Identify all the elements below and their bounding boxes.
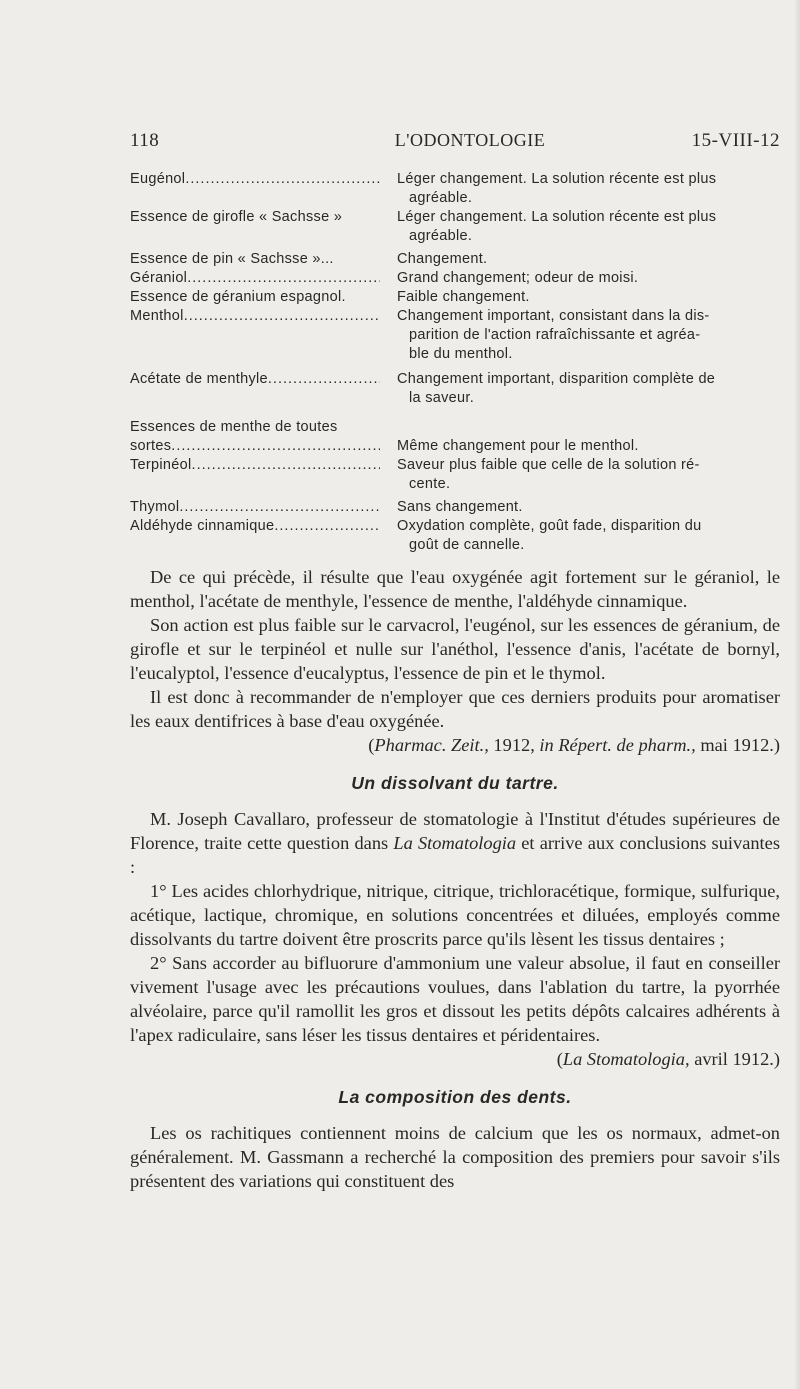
journal-title: La Stomatologia	[393, 833, 517, 853]
substance-name: Essences de menthe de toutes	[130, 419, 338, 435]
result-line: Même changement pour le menthol.	[397, 438, 639, 454]
result-line: Saveur plus faible que celle de la solution ré-	[397, 457, 700, 473]
paragraph: Les os rachitiques contiennent moins de calcium que les os normaux, admet-on généralement. M. Gassmann a recherché la composition des premiers pour savoir s'ils présentent des variations qui constituent des	[130, 1123, 780, 1191]
result-line: goût de cannelle.	[409, 537, 525, 553]
citation: (La Stomatologia, avril 1912.)	[556, 1049, 780, 1069]
table-row	[130, 250, 785, 269]
page-edge-shadow	[794, 0, 800, 1389]
citation: (Pharmac. Zeit., 1912, in Répert. de pharm., mai 1912.)	[368, 735, 780, 755]
paragraph: Son action est plus faible sur le carvacrol, l'eugénol, sur les essences de géranium, de girofle et sur le terpinéol et nulle sur l'anéthol, l'essence d'anis, l'acétate de bornyl, l'eucalyptol, l'essence d'eucalyptus, l'essence de pin et le thymol.	[130, 615, 780, 683]
result-line: ble du menthol.	[409, 346, 513, 362]
paragraph: Il est donc à recommander de n'employer que ces derniers produits pour aromatiser les eaux dentifrices à base d'eau oxygénée.	[130, 687, 780, 731]
results-table	[130, 170, 785, 555]
citation-in: in	[539, 735, 554, 755]
substance-name: Menthol	[130, 308, 184, 324]
result-line: Changement important, disparition complète de	[397, 371, 716, 387]
result-line: Léger changement. La solution récente est plus	[397, 171, 717, 187]
substance-name: Terpinéol	[130, 457, 192, 473]
substance-name: Géraniol	[130, 270, 188, 286]
result-line: agréable.	[409, 190, 473, 206]
paragraph: De ce qui précède, il résulte que l'eau oxygénée agit fortement sur le géraniol, le menthol, l'acétate de menthyle, l'essence de menthe, l'aldéhyde cinnamique.	[130, 567, 780, 611]
paragraph-text: et arrive aux conclusions suivantes :	[130, 833, 780, 877]
citation-date: avril 1912.	[689, 1049, 774, 1069]
result-line: cente.	[409, 476, 451, 492]
result-line: Changement important, consistant dans la dis-	[397, 308, 710, 324]
issue-date: 15-VIII-12	[691, 130, 780, 151]
paragraph: 1° Les acides chlorhydrique, nitrique, citrique, trichloracétique, formique, sulfurique, acétique, lactique, chromique, en solutions concentrées et diluées, employés comme dissolvants du tartre doivent être proscrits parce qu'ils lèsent les tissus dentaires ;	[130, 881, 780, 949]
result-line: Léger changement. La solution récente est plus	[397, 209, 717, 225]
result-line: Oxydation complète, goût fade, disparition du	[397, 518, 702, 534]
substance-name: Eugénol	[130, 171, 186, 187]
result-line: Sans changement.	[397, 499, 523, 515]
substance-name: Essence de girofle « Sachsse »	[130, 209, 343, 225]
substance-name: sortes	[130, 438, 172, 454]
result-line: Faible changement.	[397, 289, 530, 305]
table-row	[130, 307, 785, 364]
section-heading: Un dissolvant du tartre.	[351, 773, 559, 793]
table-row	[130, 370, 785, 408]
paragraph	[130, 807, 780, 879]
article-body	[130, 565, 780, 1193]
substance-name: Aldéhyde cinnamique	[130, 518, 275, 534]
citation-source: Pharmac. Zeit.,	[374, 735, 489, 755]
page-number: 118	[130, 130, 160, 151]
citation-journal: Répert. de pharm.,	[553, 735, 696, 755]
table-row	[130, 288, 785, 307]
result-line: Grand changement; odeur de moisi.	[397, 270, 639, 286]
citation-source: La Stomatologia,	[562, 1049, 690, 1069]
substance-name: Essence de pin « Sachsse »...	[130, 251, 334, 267]
result-line: la saveur.	[409, 390, 475, 406]
paragraph: 2° Sans accorder au bifluorure d'ammonium une valeur absolue, il faut en conseiller vivement l'usage avec les précautions voulues, dans l'ablation du tartre, la pyorrhée alvéolaire, parce qu'il ramollit les gros et dissout les petits dépôts calcaires adhérents à l'apex radiculaire, sans léser les tissus dentaires et péridentaires.	[130, 953, 780, 1045]
substance-name: Acétate de menthyle	[130, 371, 268, 387]
citation-year: 1912,	[488, 735, 540, 755]
table-row	[130, 517, 785, 555]
substance-name: Thymol	[130, 499, 180, 515]
result-line: parition de l'action rafraîchissante et agréa-	[409, 327, 701, 343]
citation-date: mai 1912.	[695, 735, 774, 755]
table-row	[130, 498, 785, 517]
table-row	[130, 170, 785, 208]
table-row	[130, 418, 785, 456]
table-row	[130, 456, 785, 494]
paragraph-text: M. Joseph Cavallaro, professeur de stomatologie à l'Institut d'études supérieures de Florence, traite cette question dans	[130, 809, 780, 853]
running-title: L'ODONTOLOGIE	[394, 130, 546, 150]
substance-name: Essence de géranium espagnol.	[130, 289, 346, 305]
table-row	[130, 269, 785, 288]
table-row	[130, 208, 785, 246]
section-heading: La composition des dents.	[338, 1087, 572, 1107]
result-line: Changement.	[397, 251, 488, 267]
result-line: agréable.	[409, 228, 473, 244]
page-header	[130, 130, 780, 156]
